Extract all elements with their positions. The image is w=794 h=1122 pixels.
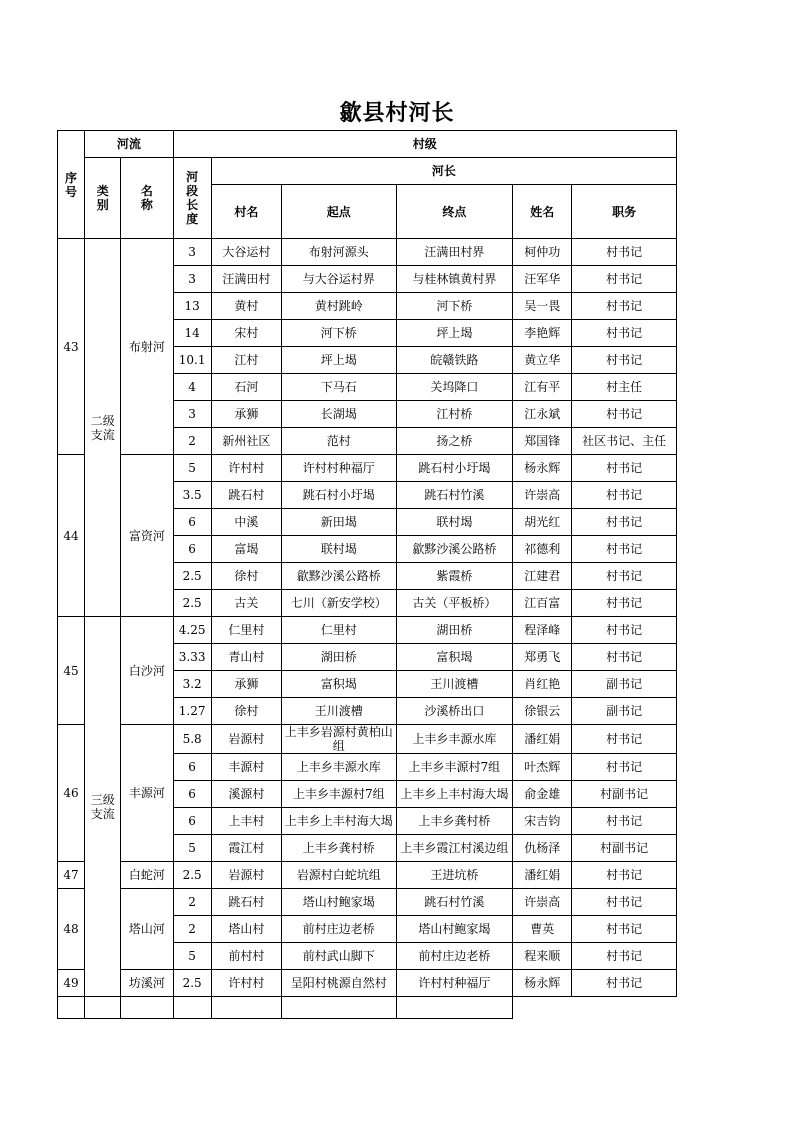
river-category: 二级 支流 bbox=[85, 239, 121, 617]
header-length: 河 段 长 度 bbox=[173, 158, 211, 239]
chief-name: 仇杨泽 bbox=[513, 835, 572, 862]
empty-cell bbox=[211, 997, 281, 1019]
start-point: 上丰乡丰源村7组 bbox=[282, 781, 397, 808]
chief-name: 江永斌 bbox=[513, 401, 572, 428]
chief-name: 潘红娟 bbox=[513, 725, 572, 754]
start-point: 许村村种福厅 bbox=[282, 455, 397, 482]
chief-name: 黄立华 bbox=[513, 347, 572, 374]
row-seq-number: 46 bbox=[58, 725, 85, 862]
segment-length: 1.27 bbox=[173, 698, 211, 725]
chief-position: 副书记 bbox=[572, 698, 677, 725]
chief-name: 江百富 bbox=[513, 590, 572, 617]
segment-length: 5 bbox=[173, 943, 211, 970]
village-name: 承狮 bbox=[211, 671, 281, 698]
end-point: 塔山村鲍家堨 bbox=[396, 916, 513, 943]
start-point: 前村庄边老桥 bbox=[282, 916, 397, 943]
page-title: 歙县村河长 bbox=[339, 101, 455, 126]
segment-length: 2 bbox=[173, 916, 211, 943]
chief-position: 村副书记 bbox=[572, 835, 677, 862]
start-point: 布射河源头 bbox=[282, 239, 397, 266]
chief-position: 村书记 bbox=[572, 943, 677, 970]
segment-length: 6 bbox=[173, 754, 211, 781]
village-name: 跳石村 bbox=[211, 482, 281, 509]
river-name: 布射河 bbox=[121, 239, 173, 455]
chief-position: 村书记 bbox=[572, 401, 677, 428]
header-river: 河流 bbox=[85, 131, 173, 158]
river-name: 坊溪河 bbox=[121, 970, 173, 997]
chief-name: 宋吉钧 bbox=[513, 808, 572, 835]
end-point: 联村堨 bbox=[396, 509, 513, 536]
header-category: 类 别 bbox=[85, 158, 121, 239]
end-point: 上丰乡上丰村海大堨 bbox=[396, 781, 513, 808]
end-point: 江村桥 bbox=[396, 401, 513, 428]
village-name: 岩源村 bbox=[211, 862, 281, 889]
village-name: 石河 bbox=[211, 374, 281, 401]
village-name: 徐村 bbox=[211, 698, 281, 725]
river-name: 白沙河 bbox=[121, 617, 173, 725]
start-point: 长湖堨 bbox=[282, 401, 397, 428]
chief-position: 村书记 bbox=[572, 536, 677, 563]
row-seq-number: 47 bbox=[58, 862, 85, 889]
chief-name: 江有平 bbox=[513, 374, 572, 401]
header-river-chief: 河长 bbox=[211, 158, 676, 185]
empty-cell bbox=[85, 997, 121, 1019]
segment-length: 10.1 bbox=[173, 347, 211, 374]
end-point: 沙溪桥出口 bbox=[396, 698, 513, 725]
start-point: 岩源村白蛇坑组 bbox=[282, 862, 397, 889]
start-point: 湖田桥 bbox=[282, 644, 397, 671]
end-point: 王川渡槽 bbox=[396, 671, 513, 698]
segment-length: 2.5 bbox=[173, 563, 211, 590]
segment-length: 3.33 bbox=[173, 644, 211, 671]
chief-name: 潘红娟 bbox=[513, 862, 572, 889]
chief-position: 村书记 bbox=[572, 455, 677, 482]
header-start: 起点 bbox=[282, 185, 397, 239]
start-point: 上丰乡上丰村海大堨 bbox=[282, 808, 397, 835]
chief-name: 胡光红 bbox=[513, 509, 572, 536]
header-position: 职务 bbox=[572, 185, 677, 239]
chief-name: 许崇高 bbox=[513, 482, 572, 509]
village-name: 前村村 bbox=[211, 943, 281, 970]
start-point: 歙黟沙溪公路桥 bbox=[282, 563, 397, 590]
end-point: 关坞降口 bbox=[396, 374, 513, 401]
start-point: 新田堨 bbox=[282, 509, 397, 536]
village-name: 徐村 bbox=[211, 563, 281, 590]
table-row bbox=[58, 862, 677, 889]
segment-length: 5.8 bbox=[173, 725, 211, 754]
village-name: 岩源村 bbox=[211, 725, 281, 754]
chief-position: 村书记 bbox=[572, 916, 677, 943]
segment-length: 5 bbox=[173, 455, 211, 482]
chief-name: 郑国锋 bbox=[513, 428, 572, 455]
village-name: 霞江村 bbox=[211, 835, 281, 862]
chief-position: 村书记 bbox=[572, 347, 677, 374]
chief-name: 叶杰辉 bbox=[513, 754, 572, 781]
chief-name: 杨永辉 bbox=[513, 970, 572, 997]
table-row bbox=[58, 455, 677, 482]
end-point: 王进坑桥 bbox=[396, 862, 513, 889]
chief-name: 杨永辉 bbox=[513, 455, 572, 482]
row-seq-number: 48 bbox=[58, 889, 85, 970]
village-name: 塔山村 bbox=[211, 916, 281, 943]
village-name: 许村村 bbox=[211, 455, 281, 482]
start-point: 范村 bbox=[282, 428, 397, 455]
chief-name: 汪军华 bbox=[513, 266, 572, 293]
end-point: 与桂林镇黄村界 bbox=[396, 266, 513, 293]
segment-length: 2 bbox=[173, 428, 211, 455]
end-point: 上丰乡丰源村7组 bbox=[396, 754, 513, 781]
row-seq-number: 49 bbox=[58, 970, 85, 997]
header-end: 终点 bbox=[396, 185, 513, 239]
start-point: 坪上堨 bbox=[282, 347, 397, 374]
village-name: 跳石村 bbox=[211, 889, 281, 916]
chief-name: 柯仲功 bbox=[513, 239, 572, 266]
segment-length: 3 bbox=[173, 401, 211, 428]
header-seq: 序 号 bbox=[58, 131, 85, 239]
end-point: 河下桥 bbox=[396, 293, 513, 320]
chief-position: 村书记 bbox=[572, 754, 677, 781]
village-name: 新州社区 bbox=[211, 428, 281, 455]
chief-name: 俞金雄 bbox=[513, 781, 572, 808]
end-point: 古关（平板桥） bbox=[396, 590, 513, 617]
start-point: 上丰乡丰源水库 bbox=[282, 754, 397, 781]
segment-length: 4.25 bbox=[173, 617, 211, 644]
village-name: 古关 bbox=[211, 590, 281, 617]
start-point: 下马石 bbox=[282, 374, 397, 401]
village-name: 许村村 bbox=[211, 970, 281, 997]
segment-length: 6 bbox=[173, 808, 211, 835]
river-name: 白蛇河 bbox=[121, 862, 173, 889]
table-row bbox=[58, 239, 677, 266]
header-name: 名 称 bbox=[121, 158, 173, 239]
end-point: 上丰乡龚村桥 bbox=[396, 808, 513, 835]
segment-length: 6 bbox=[173, 781, 211, 808]
empty-cell bbox=[282, 997, 397, 1019]
chief-position: 村书记 bbox=[572, 239, 677, 266]
empty-cell bbox=[121, 997, 173, 1019]
start-point: 上丰乡岩源村黄柏山组 bbox=[282, 725, 397, 754]
row-seq-number: 45 bbox=[58, 617, 85, 725]
start-point: 上丰乡龚村桥 bbox=[282, 835, 397, 862]
end-point: 歙黟沙溪公路桥 bbox=[396, 536, 513, 563]
table-row bbox=[58, 725, 677, 754]
village-name: 上丰村 bbox=[211, 808, 281, 835]
end-point: 跳石村小圩堨 bbox=[396, 455, 513, 482]
chief-position: 村书记 bbox=[572, 266, 677, 293]
end-point: 扬之桥 bbox=[396, 428, 513, 455]
river-name: 富资河 bbox=[121, 455, 173, 617]
row-seq-number: 43 bbox=[58, 239, 85, 455]
header-village-level: 村级 bbox=[173, 131, 676, 158]
end-point: 汪满田村界 bbox=[396, 239, 513, 266]
segment-length: 3 bbox=[173, 266, 211, 293]
chief-name: 肖红艳 bbox=[513, 671, 572, 698]
segment-length: 14 bbox=[173, 320, 211, 347]
village-name: 大谷运村 bbox=[211, 239, 281, 266]
chief-position: 村书记 bbox=[572, 617, 677, 644]
village-name: 仁里村 bbox=[211, 617, 281, 644]
chief-name: 徐银云 bbox=[513, 698, 572, 725]
river-category: 三级 支流 bbox=[85, 617, 121, 997]
chief-name: 郑勇飞 bbox=[513, 644, 572, 671]
chief-position: 村书记 bbox=[572, 320, 677, 347]
chief-position: 村书记 bbox=[572, 644, 677, 671]
segment-length: 3.5 bbox=[173, 482, 211, 509]
chief-position: 村书记 bbox=[572, 293, 677, 320]
village-name: 宋村 bbox=[211, 320, 281, 347]
chief-name: 程来顺 bbox=[513, 943, 572, 970]
river-name: 丰源河 bbox=[121, 725, 173, 862]
header-person: 姓名 bbox=[513, 185, 572, 239]
segment-length: 4 bbox=[173, 374, 211, 401]
village-name: 中溪 bbox=[211, 509, 281, 536]
chief-position: 村书记 bbox=[572, 862, 677, 889]
chief-position: 村主任 bbox=[572, 374, 677, 401]
segment-length: 2 bbox=[173, 889, 211, 916]
segment-length: 3 bbox=[173, 239, 211, 266]
empty-cell bbox=[396, 997, 513, 1019]
chief-name: 吴一畏 bbox=[513, 293, 572, 320]
chief-name: 程泽峰 bbox=[513, 617, 572, 644]
chief-position: 村副书记 bbox=[572, 781, 677, 808]
village-name: 江村 bbox=[211, 347, 281, 374]
segment-length: 2.5 bbox=[173, 590, 211, 617]
empty-cell bbox=[58, 997, 85, 1019]
start-point: 富积堨 bbox=[282, 671, 397, 698]
end-point: 湖田桥 bbox=[396, 617, 513, 644]
village-name: 黄村 bbox=[211, 293, 281, 320]
end-point: 许村村种福厅 bbox=[396, 970, 513, 997]
chief-name: 曹英 bbox=[513, 916, 572, 943]
chief-name: 许崇高 bbox=[513, 889, 572, 916]
river-name: 塔山河 bbox=[121, 889, 173, 970]
row-seq-number: 44 bbox=[58, 455, 85, 617]
chief-position: 村书记 bbox=[572, 889, 677, 916]
header-village: 村名 bbox=[211, 185, 281, 239]
table-row bbox=[58, 970, 677, 997]
segment-length: 6 bbox=[173, 509, 211, 536]
start-point: 仁里村 bbox=[282, 617, 397, 644]
segment-length: 2.5 bbox=[173, 970, 211, 997]
segment-length: 13 bbox=[173, 293, 211, 320]
start-point: 与大谷运村界 bbox=[282, 266, 397, 293]
village-name: 青山村 bbox=[211, 644, 281, 671]
end-point: 坪上堨 bbox=[396, 320, 513, 347]
end-point: 跳石村竹溪 bbox=[396, 482, 513, 509]
end-point: 上丰乡丰源水库 bbox=[396, 725, 513, 754]
chief-position: 村书记 bbox=[572, 563, 677, 590]
table-row bbox=[58, 617, 677, 644]
chief-position: 村书记 bbox=[572, 590, 677, 617]
end-point: 紫霞桥 bbox=[396, 563, 513, 590]
start-point: 河下桥 bbox=[282, 320, 397, 347]
segment-length: 3.2 bbox=[173, 671, 211, 698]
segment-length: 6 bbox=[173, 536, 211, 563]
empty-cell bbox=[173, 997, 211, 1019]
chief-position: 村书记 bbox=[572, 482, 677, 509]
chief-position: 村书记 bbox=[572, 509, 677, 536]
chief-position: 村书记 bbox=[572, 725, 677, 754]
village-name: 富堨 bbox=[211, 536, 281, 563]
end-point: 富积堨 bbox=[396, 644, 513, 671]
segment-length: 5 bbox=[173, 835, 211, 862]
end-point: 皖赣铁路 bbox=[396, 347, 513, 374]
start-point: 前村武山脚下 bbox=[282, 943, 397, 970]
river-chief-table bbox=[57, 130, 677, 1019]
chief-name: 祁德利 bbox=[513, 536, 572, 563]
start-point: 王川渡槽 bbox=[282, 698, 397, 725]
village-name: 丰源村 bbox=[211, 754, 281, 781]
chief-position: 社区书记、主任 bbox=[572, 428, 677, 455]
table-row bbox=[58, 889, 677, 916]
chief-position: 村书记 bbox=[572, 970, 677, 997]
chief-position: 副书记 bbox=[572, 671, 677, 698]
end-point: 上丰乡霞江村溪边组 bbox=[396, 835, 513, 862]
empty-row bbox=[58, 997, 677, 1019]
village-name: 溪源村 bbox=[211, 781, 281, 808]
start-point: 跳石村小圩堨 bbox=[282, 482, 397, 509]
end-point: 跳石村竹溪 bbox=[396, 889, 513, 916]
village-name: 汪满田村 bbox=[211, 266, 281, 293]
start-point: 联村堨 bbox=[282, 536, 397, 563]
chief-name: 江建君 bbox=[513, 563, 572, 590]
segment-length: 2.5 bbox=[173, 862, 211, 889]
start-point: 黄村跳岭 bbox=[282, 293, 397, 320]
chief-name: 李艳辉 bbox=[513, 320, 572, 347]
chief-position: 村书记 bbox=[572, 808, 677, 835]
start-point: 呈阳村桃源自然村 bbox=[282, 970, 397, 997]
start-point: 七川（新安学校） bbox=[282, 590, 397, 617]
end-point: 前村庄边老桥 bbox=[396, 943, 513, 970]
village-name: 承狮 bbox=[211, 401, 281, 428]
start-point: 塔山村鲍家堨 bbox=[282, 889, 397, 916]
